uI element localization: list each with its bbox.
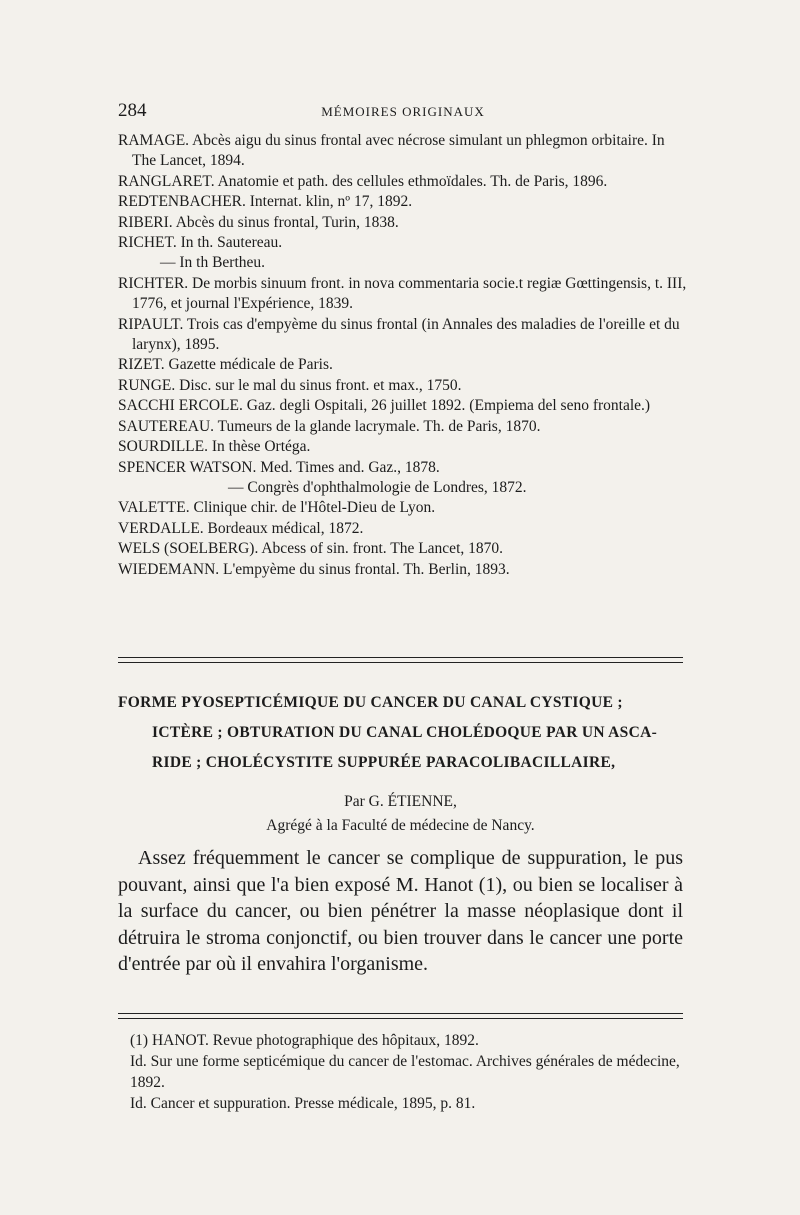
reference-item: WELS (SOELBERG). Abcess of sin. front. The Lancet, 1870.: [118, 540, 503, 558]
reference-item: SACCHI ERCOLE. Gaz. degli Ospitali, 26 juillet 1892. (Empiema del seno frontale.): [118, 397, 651, 415]
reference-item: RAMAGE. Abcès aigu du sinus frontal avec nécrose simulant un phlegmon orbitaire. In The Lancet, 1894.: [118, 132, 665, 170]
reference-item: RIPAULT. Trois cas d'empyème du sinus frontal (in Annales des maladies de l'oreille et du larynx), 1895.: [118, 315, 680, 354]
reference-item: RIZET. Gazette médicale de Paris.: [118, 356, 333, 374]
reference-item: RUNGE. Disc. sur le mal du sinus front. et max., 1750.: [118, 376, 462, 394]
footnote-item: Id. Cancer et suppuration. Presse médicale, 1895, p. 81.: [130, 1095, 476, 1112]
footnote-item: Id. Sur une forme septicémique du cancer de l'estomac. Archives générales de médecine, 1892.: [130, 1053, 680, 1091]
footnotes: [130, 1030, 685, 1114]
footnote-divider: [118, 1013, 683, 1014]
author-block: [118, 790, 683, 838]
reference-item: WIEDEMANN. L'empyème du sinus frontal. Th. Berlin, 1893.: [118, 560, 510, 578]
reference-item: SOURDILLE. In thèse Ortéga.: [118, 438, 311, 456]
page-header: [118, 100, 688, 126]
reference-item: VERDALLE. Bordeaux médical, 1872.: [118, 519, 364, 537]
body-paragraph: Assez fréquemment le cancer se complique de suppuration, le pus pouvant, ainsi que l'a bien exposé M. Hanot (1), ou bien se localiser à la surface du cancer, ou bien pénétrer la masse néoplasique dont il détruira le stroma conjonctif, ou bien trouver dans le cancer une porte d'entrée par où il envahira l'organisme.: [118, 847, 683, 975]
footnote-item: (1) HANOT. Revue photographique des hôpitaux, 1892.: [130, 1032, 479, 1049]
reference-item: RIBERI. Abcès du sinus frontal, Turin, 1838.: [118, 213, 399, 231]
section-divider-bottom: [118, 662, 683, 663]
article-title-line: ICTÈRE ; OBTURATION DU CANAL CHOLÉDOQUE PAR UN ASCA-: [152, 724, 658, 741]
reference-item: — In th Bertheu.: [160, 254, 266, 272]
bibliography: [118, 131, 688, 580]
footnote-divider-2: [118, 1018, 683, 1019]
author-affiliation: Agrégé à la Faculté de médecine de Nancy.: [266, 817, 535, 834]
author-byline: Par G. ÉTIENNE,: [344, 793, 457, 810]
reference-item: RICHTER. De morbis sinuum front. in nova commentaria socie.t regiæ Gœttingensis, t. III, 1776, et journal l'Expérience, 1839.: [118, 274, 687, 313]
article-title: [118, 688, 683, 778]
running-title: MÉMOIRES ORIGINAUX: [321, 104, 485, 119]
body-text: [118, 845, 683, 978]
page-number: 284: [118, 100, 147, 121]
reference-item: — Congrès d'ophthalmologie de Londres, 1872.: [228, 478, 527, 496]
reference-item: SPENCER WATSON. Med. Times and. Gaz., 1878.: [118, 458, 440, 476]
reference-item: SAUTEREAU. Tumeurs de la glande lacrymale. Th. de Paris, 1870.: [118, 417, 541, 435]
reference-item: RICHET. In th. Sautereau.: [118, 234, 283, 252]
article-title-line: RIDE ; CHOLÉCYSTITE SUPPURÉE PARACOLIBACILLAIRE,: [152, 754, 616, 771]
reference-item: RANGLARET. Anatomie et path. des cellules ethmoïdales. Th. de Paris, 1896.: [118, 172, 608, 190]
section-divider-top: [118, 657, 683, 658]
reference-item: VALETTE. Clinique chir. de l'Hôtel-Dieu de Lyon.: [118, 499, 436, 517]
article-title-line: FORME PYOSEPTICÉMIQUE DU CANCER DU CANAL CYSTIQUE ;: [118, 694, 623, 711]
reference-item: REDTENBACHER. Internat. klin, nº 17, 1892.: [118, 193, 413, 211]
